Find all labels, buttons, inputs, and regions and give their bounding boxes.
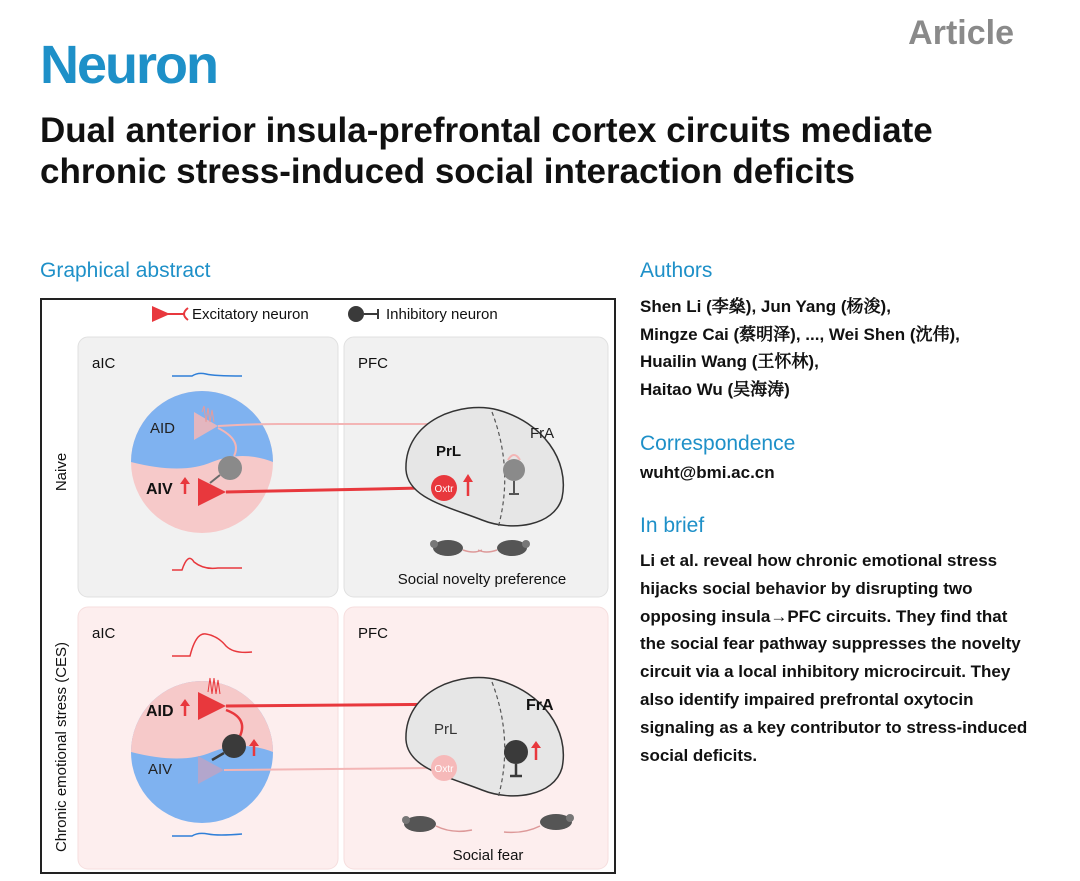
graphical-abstract-svg [42,300,614,872]
article-title: Dual anterior insula-prefrontal cortex circuits mediate chronic stress-induced social interaction deficits [40,111,933,191]
naive-interneuron [218,456,242,480]
ces-aiv-label: AIV [148,761,173,778]
naive-oxtr-label: Oxtr [434,484,454,495]
inhibitory-neuron-icon [348,306,378,322]
excitatory-neuron-icon [152,306,188,322]
authors-heading: Authors [640,259,713,282]
ces-aid-label: AID [146,703,174,720]
naive-fra-label: FrA [530,425,555,442]
correspondence-heading: Correspondence [640,432,796,455]
ces-oxtr-label: Oxtr [434,764,454,775]
authors-list [640,293,1050,403]
ces-behavior-label: Social fear [452,847,524,864]
author-line: Huailin Wang (王怀林), [640,352,819,371]
author-line: Shen Li (李燊), Jun Yang (杨浚), [640,297,891,316]
naive-insula-yinyang [131,391,273,533]
naive-prl-label: PrL [436,443,462,460]
graphical-abstract-heading: Graphical abstract [40,259,211,282]
naive-behavior-label: Social novelty preference [397,571,567,588]
ces-pfc-label: PFC [358,625,388,642]
naive-aid-label: AID [150,420,176,437]
ces-fra-neuron [504,740,528,764]
journal-name: Neuron [40,35,217,95]
row-label-ces: Chronic emotional stress (CES) [53,641,70,853]
row-label-naive: Naive [53,452,70,492]
legend-excitatory-label: Excitatory neuron [192,306,309,323]
naive-aiv-label: AIV [146,481,173,498]
article-type-label: Article [908,14,1014,52]
author-line: Mingze Cai (蔡明泽), ..., Wei Shen (沈伟), [640,324,960,344]
in-brief-text: Li et al. reveal how chronic emotional stress hijacks social behavior by disrupting two opposing insula→PFC circuits. They find that the social fear pathway suppresses the novelty circuit via a local inhibitory microcircuit. They also identify impaired prefrontal oxytocin signaling as a key contributor to stress-induced social deficits. [640,551,1028,765]
naive-pfc-label: PFC [358,355,388,372]
legend [152,306,498,323]
naive-aic-label: aIC [92,355,116,372]
correspondence-email[interactable]: wuht@bmi.ac.cn [640,463,775,482]
ces-fra-label: FrA [526,697,554,714]
ces-interneuron [222,734,246,758]
graphical-abstract-figure [40,298,616,874]
ces-prl-label: PrL [434,721,458,738]
ces-aic-label: aIC [92,625,116,642]
legend-inhibitory-label: Inhibitory neuron [386,306,498,323]
author-line: Haitao Wu (吴海涛) [640,379,790,399]
naive-fra-neuron [503,459,525,481]
in-brief-heading: In brief [640,514,705,537]
